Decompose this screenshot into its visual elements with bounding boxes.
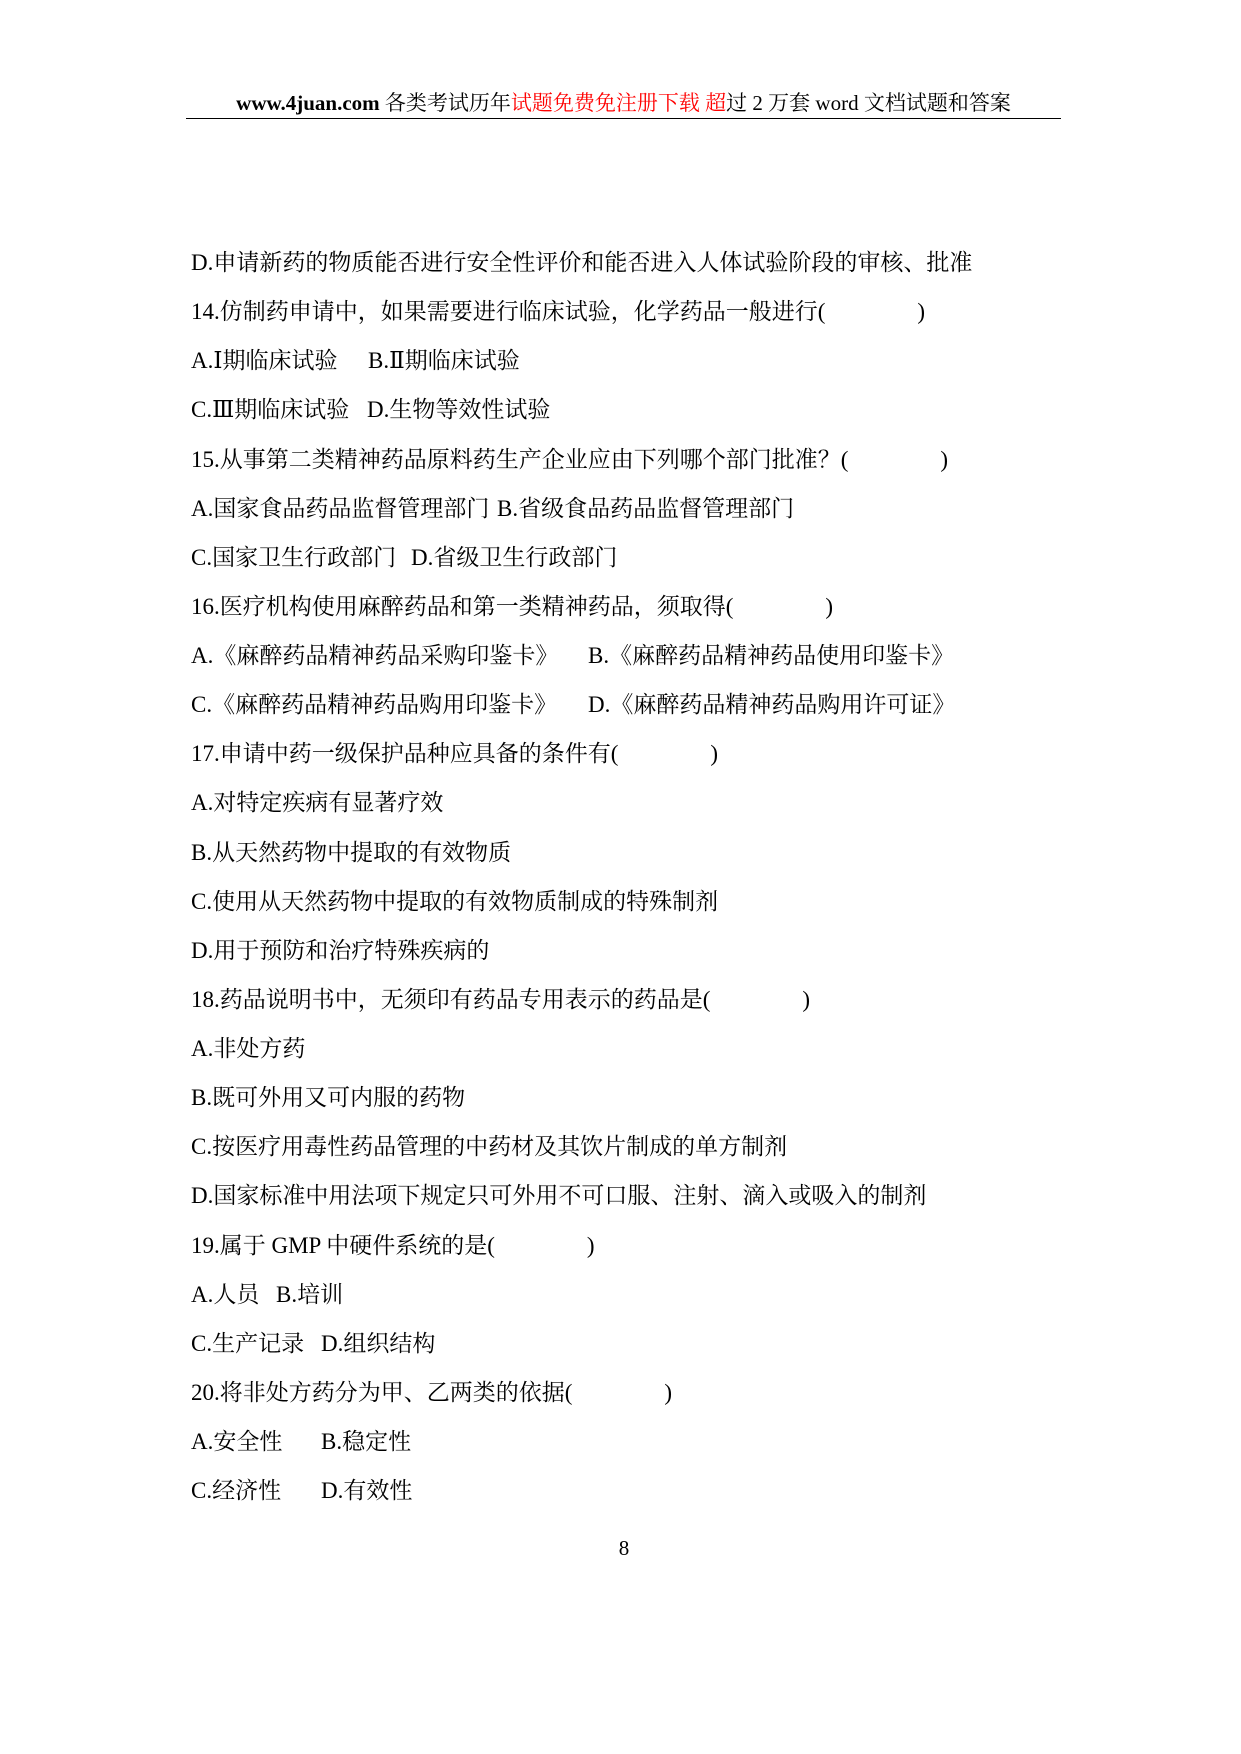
option: C.按医疗用毒性药品管理的中药材及其饮片制成的单方制剂 <box>191 1134 788 1160</box>
question-17 <box>191 729 1191 975</box>
option: C.经济性 <box>191 1478 282 1504</box>
option: D.有效性 <box>321 1478 413 1504</box>
option: A.国家食品药品监督管理部门 <box>191 495 490 521</box>
question-stem: 18.药品说明书中，无须印有药品专用表示的药品是( ) <box>191 986 811 1012</box>
option: A.安全性 <box>191 1429 283 1454</box>
option: D.《麻醉药品精神药品购用许可证》 <box>588 692 956 718</box>
option-row <box>191 1171 1191 1220</box>
option: C.Ⅲ期临床试验 <box>191 397 350 423</box>
option: B.从天然药物中提取的有效物质 <box>191 839 512 865</box>
option: C.《麻醉药品精神药品购用印鉴卡》 <box>191 692 558 718</box>
option: A.《麻醉药品精神药品采购印鉴卡》 <box>191 643 559 668</box>
option: C.国家卫生行政部门 <box>191 544 397 570</box>
question-20 <box>191 1368 1191 1515</box>
question-stem-line <box>191 582 1191 631</box>
option: B.既可外用又可内服的药物 <box>191 1085 466 1111</box>
header-text: 过 2 万套 word 文档试题和答案 <box>726 91 1011 115</box>
option-row <box>191 828 1191 877</box>
option: B.《麻醉药品精神药品使用印鉴卡》 <box>588 643 955 668</box>
option-row <box>191 533 1191 582</box>
question-stem-line <box>191 729 1191 778</box>
option-row <box>191 631 1191 680</box>
question-16 <box>191 582 1191 729</box>
option: D.国家标准中用法项下规定只可外用不可口服、注射、滴入或吸入的制剂 <box>191 1183 927 1209</box>
header-site: www.4juan.com <box>236 91 380 115</box>
question-stem: 17.申请中药一级保护品种应具备的条件有( ) <box>191 741 719 767</box>
option: B.稳定性 <box>321 1429 412 1454</box>
option: D.组织结构 <box>321 1330 436 1356</box>
option-row <box>191 1024 1191 1073</box>
option-row <box>191 385 1191 434</box>
option-row <box>191 1466 1191 1515</box>
option-row <box>191 1122 1191 1171</box>
option: C.生产记录 <box>191 1330 305 1356</box>
question-15 <box>191 435 1191 582</box>
question-stem-line <box>191 1221 1191 1270</box>
question-stem: 14.仿制药申请中，如果需要进行临床试验，化学药品一般进行( ) <box>191 299 926 325</box>
question-14 <box>191 287 1191 434</box>
option: C.使用从天然药物中提取的有效物质制成的特殊制剂 <box>191 888 719 914</box>
question-stem-line <box>191 975 1191 1024</box>
option: D.用于预防和治疗特殊疾病的 <box>191 937 490 963</box>
option-row <box>191 1073 1191 1122</box>
option-row <box>191 1417 1191 1466</box>
page-header <box>186 90 1061 116</box>
option-row <box>191 336 1191 385</box>
header-highlight-text: 试题免费免注册下载 <box>510 91 700 115</box>
option-row <box>191 877 1191 926</box>
option: A.对特定疾病有显著疗效 <box>191 790 444 816</box>
option: D.生物等效性试验 <box>367 397 551 423</box>
option-row <box>191 484 1191 533</box>
option-row <box>191 1319 1191 1368</box>
continued-option-line <box>191 238 1191 287</box>
question-stem-line <box>191 435 1191 484</box>
header-rule <box>186 118 1061 119</box>
question-stem: 16.医疗机构使用麻醉药品和第一类精神药品，须取得( ) <box>191 593 834 619</box>
option-row <box>191 1270 1191 1319</box>
option: B.省级食品药品监督管理部门 <box>497 495 795 521</box>
option: B.培训 <box>276 1281 344 1307</box>
option: A.Ⅰ期临床试验 <box>191 348 338 374</box>
option: B.Ⅱ期临床试验 <box>368 348 520 374</box>
option-row <box>191 680 1191 729</box>
option: D.申请新药的物质能否进行安全性评价和能否进入人体试验阶段的审核、批准 <box>191 250 973 275</box>
header-text: 各类考试历年 <box>379 91 511 115</box>
exam-content <box>191 238 1191 1515</box>
option-row <box>191 926 1191 975</box>
option: A.非处方药 <box>191 1036 306 1061</box>
question-stem: 15.从事第二类精神药品原料药生产企业应由下列哪个部门批准？( ) <box>191 446 949 472</box>
page-number: 8 <box>618 1536 630 1560</box>
question-stem-line <box>191 1368 1191 1417</box>
header-highlight-text: 超 <box>699 91 727 115</box>
question-18 <box>191 975 1191 1221</box>
option: D.省级卫生行政部门 <box>411 544 618 570</box>
option-row <box>191 778 1191 827</box>
option: A.人员 <box>191 1281 260 1307</box>
question-stem: 20.将非处方药分为甲、乙两类的依据( ) <box>191 1379 673 1405</box>
question-stem: 19.属于 GMP 中硬件系统的是( ) <box>191 1232 595 1258</box>
question-stem-line <box>191 287 1191 336</box>
question-19 <box>191 1221 1191 1368</box>
